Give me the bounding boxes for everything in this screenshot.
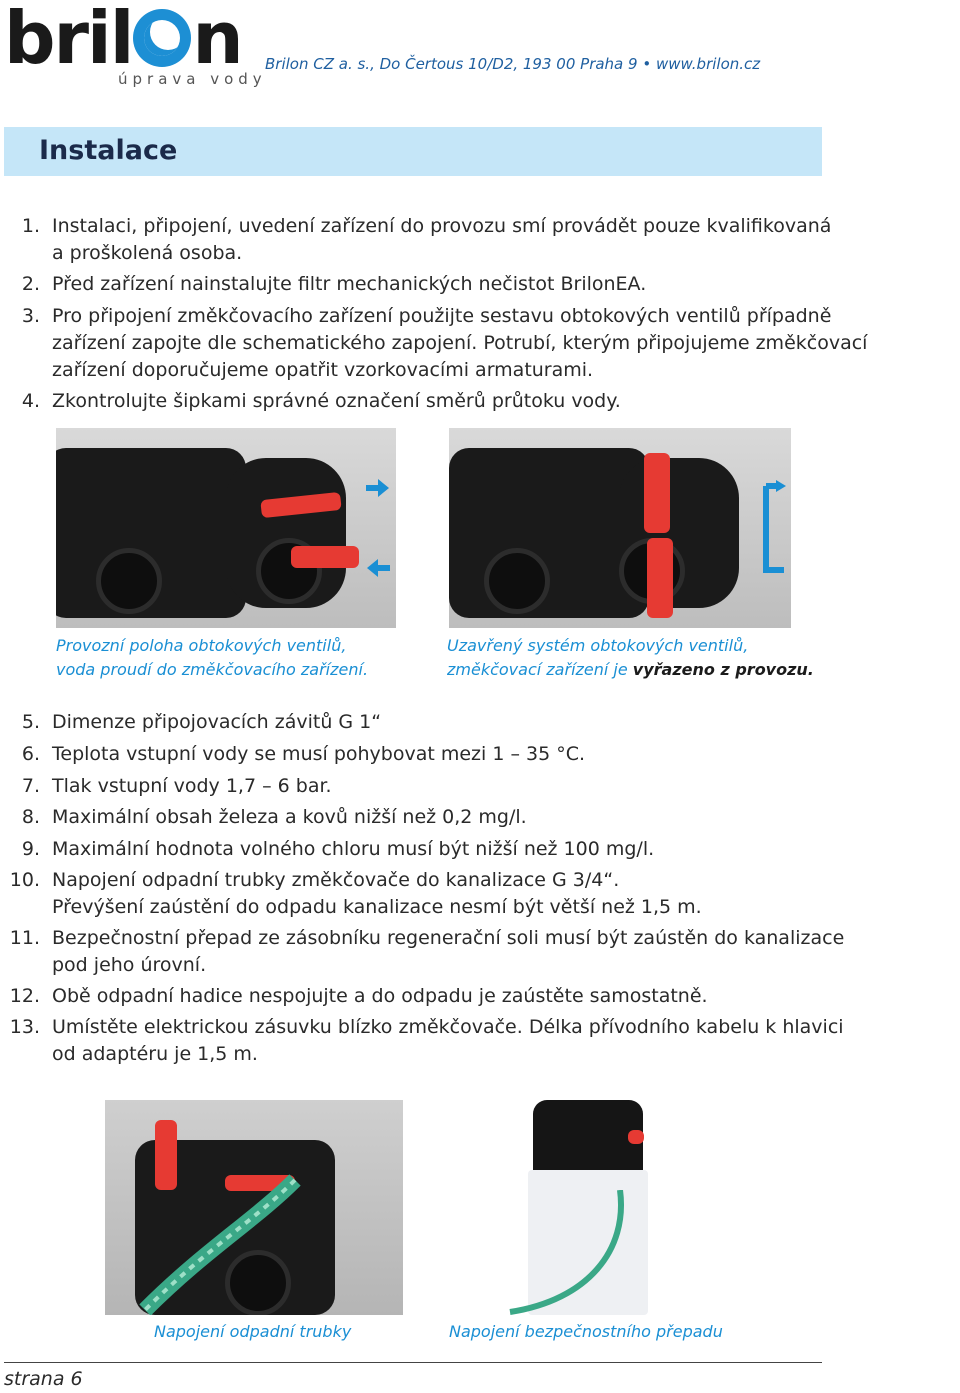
list-item-line: Tlak vstupní vody 1,7 – 6 bar.	[52, 775, 332, 797]
section-title: Instalace	[39, 135, 178, 166]
drain-connection-photo	[105, 1100, 403, 1315]
list-item-line: a proškolená osoba.	[52, 242, 243, 264]
caption-prefix: změkčovací zařízení je	[447, 660, 633, 679]
list-item-text	[52, 925, 844, 979]
list-item-line: Bezpečnostní přepad ze zásobníku regenerační soli musí být zaústěn do kanalizace	[52, 927, 845, 949]
list-item-number: 7.	[21, 775, 40, 797]
arrow-right-icon	[366, 478, 390, 498]
footer-divider	[4, 1362, 822, 1363]
list-item-line: od adaptéru je 1,5 m.	[52, 1043, 258, 1065]
caption-line	[447, 658, 814, 682]
list-item-text	[52, 867, 702, 921]
list-item-line: Před zařízení nainstalujte filtr mechanických nečistot BrilonEA.	[52, 273, 647, 295]
list-item-number: 8.	[21, 806, 40, 828]
list-item-line: pod jeho úrovní.	[52, 954, 207, 976]
page-number: strana 6	[4, 1368, 83, 1390]
bypass-closed-photo	[449, 428, 791, 628]
list-item-number: 6.	[21, 743, 40, 765]
list-item-number: 11.	[9, 927, 40, 949]
list-item-number: 12.	[9, 985, 40, 1007]
caption-overflow-connection: Napojení bezpečnostního přepadu	[449, 1322, 723, 1341]
caption-line: voda proudí do změkčovacího zařízení.	[56, 660, 369, 679]
list-item-number: 10.	[9, 869, 40, 891]
caption-line: Provozní poloha obtokových ventilů,	[56, 636, 347, 655]
list-item-number: 1.	[21, 215, 40, 237]
list-item-line: Zkontrolujte šipkami správné označení směrů průtoku vody.	[52, 390, 621, 412]
list-item-line: Maximální hodnota volného chloru musí být nižší než 100 mg/l.	[52, 838, 655, 860]
brand-logo	[4, 0, 242, 80]
list-item-number: 5.	[21, 711, 40, 733]
company-address: Brilon CZ a. s., Do Čertous 10/D2, 193 00 Praha 9 • www.brilon.cz	[265, 55, 761, 73]
list-item-line: Pro připojení změkčovacího zařízení použijte sestavu obtokových ventilů případně	[52, 305, 832, 327]
list-item-text	[52, 773, 332, 800]
caption-bypass-open	[56, 634, 368, 682]
list-item-line: Teplota vstupní vody se musí pohybovat mezi 1 – 35 °C.	[52, 743, 586, 765]
list-item-line: Umístěte elektrickou zásuvku blízko změkčovače. Délka přívodního kabelu k hlavici	[52, 1016, 844, 1038]
bypass-open-photo	[56, 428, 396, 628]
softener-unit-photo	[508, 1100, 658, 1315]
logo-text-right: n	[192, 0, 242, 80]
list-item-text	[52, 836, 654, 863]
list-item-line: Obě odpadní hadice nespojujte a do odpadu je zaústěte samostatně.	[52, 985, 708, 1007]
list-item-line: Maximální obsah železa a kovů nižší než 0,2 mg/l.	[52, 806, 527, 828]
list-item-text	[52, 1014, 844, 1068]
list-item-number: 3.	[21, 305, 40, 327]
caption-drain-connection: Napojení odpadní trubky	[154, 1322, 352, 1341]
bypass-bracket-icon	[754, 480, 786, 576]
list-item-number: 2.	[21, 273, 40, 295]
list-item-text	[52, 213, 831, 267]
list-item-number: 13.	[9, 1016, 40, 1038]
logo-text-left: bril	[4, 0, 133, 80]
list-item-text	[52, 741, 585, 768]
list-item-line: Napojení odpadní trubky změkčovače do kanalizace G 3/4“.	[52, 869, 620, 891]
list-item-line: Dimenze připojovacích závitů G 1“	[52, 711, 382, 733]
list-item-line: Převýšení zaústění do odpadu kanalizace nesmí být větší než 1,5 m.	[52, 896, 702, 918]
list-item-text	[52, 271, 646, 298]
section-title-bar	[4, 127, 822, 176]
list-item-line: zařízení zapojte dle schematického zapojení. Potrubí, kterým připojujeme změkčovací	[52, 332, 868, 354]
list-item-number: 4.	[21, 390, 40, 412]
caption-line: Uzavřený systém obtokových ventilů,	[447, 636, 749, 655]
list-item-text	[52, 804, 527, 831]
list-item-text	[52, 709, 381, 736]
list-item-text	[52, 983, 708, 1010]
list-item-line: Instalaci, připojení, uvedení zařízení do provozu smí provádět pouze kvalifikovaná	[52, 215, 832, 237]
list-item-number: 9.	[21, 838, 40, 860]
caption-emphasis: vyřazeno z provozu.	[632, 660, 814, 679]
arrow-left-icon	[366, 558, 390, 578]
logo-o-icon	[133, 9, 191, 67]
caption-bypass-closed	[447, 634, 814, 682]
list-item-line: zařízení doporučujeme opatřit vzorkovacími armaturami.	[52, 359, 594, 381]
logo-subtitle: úprava vody	[118, 70, 267, 88]
list-item-text	[52, 303, 867, 384]
list-item-text	[52, 388, 621, 415]
